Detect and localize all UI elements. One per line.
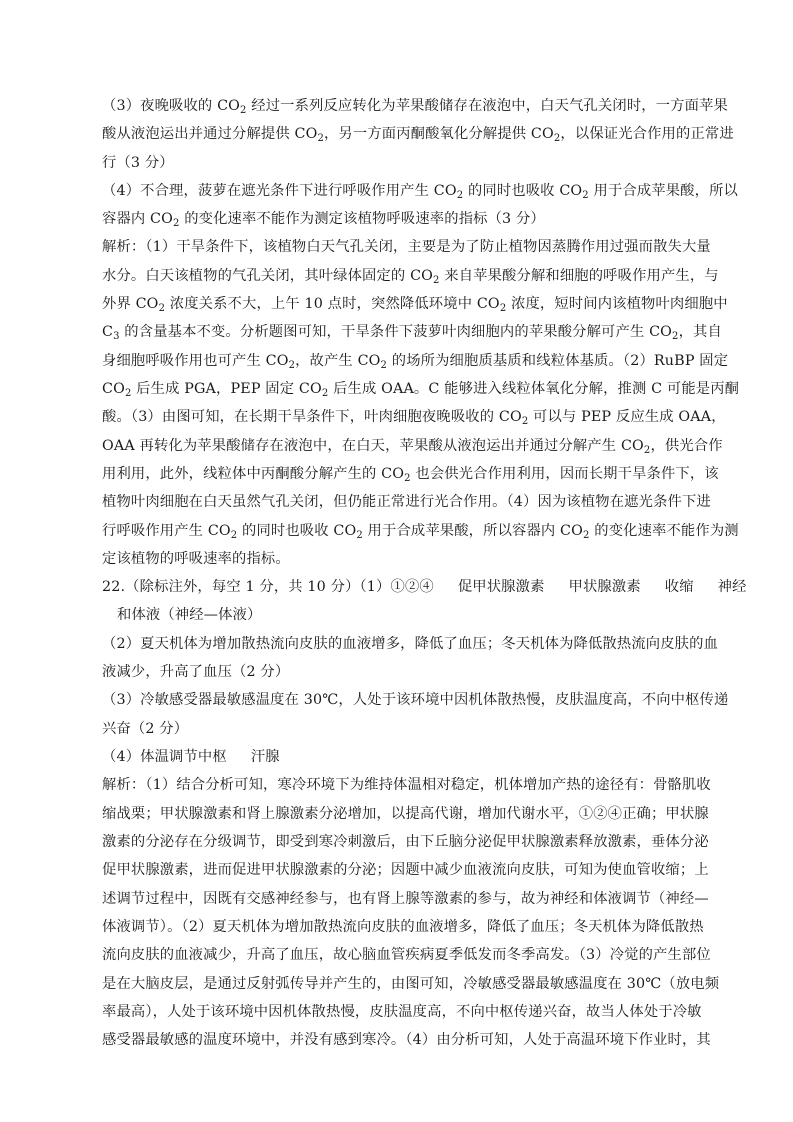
text-line: 是在大脑皮层，是通过反射弧传导并产生的，由图可知，冷敏感受器最敏感温度在 30℃（放电频 — [102, 976, 720, 992]
text-line: 解析：（1）结合分析可知，寒冷环境下为维持体温相对稳定，机体增加产热的途径有：骨骼肌收 — [102, 777, 711, 793]
text-line: 激素的分泌存在分级调节，即受到寒冷刺激后，由下丘脑分泌促甲状腺激素释放激素，垂体分泌 — [102, 834, 709, 850]
text-line: （2）夏天机体为增加散热流向皮肤的血液增多，降低了血压；冬天机体为降低散热流向皮肤的血 — [102, 636, 719, 652]
text-line: 缩战栗；甲状腺激素和肾上腺激素分泌增加，以提高代谢，增加代谢水平，①②④正确；甲状腺 — [102, 806, 709, 822]
text-line: 行（3 分） — [102, 155, 174, 171]
text-line: 感受器最敏感的温度环境中，并没有感到寒冷。（4）由分析可知，人处于高温环境下作业时，其 — [102, 1032, 711, 1048]
text-line: 解析：（1）干旱条件下，该植物白天气孔关闭，主要是为了防止植物因蒸腾作用过强而散失大量 — [102, 239, 711, 255]
text-line: 酸从液泡运出并通过分解提供 $CO_2$，另一方面丙酮酸氧化分解提供 $CO_2$，以保证光合作用的正常进 — [102, 126, 734, 144]
text-line: 体液调节）。（2）夏天机体为增加散热流向皮肤的血液增多，降低了血压；冬天机体为降低散热 — [102, 919, 704, 935]
text-line: 兴奋（2 分） — [102, 721, 189, 737]
text-line: 述调节过程中，因既有交感神经参与，也有肾上腺等激素的参与，故为神经和体液调节（神经— — [102, 891, 709, 907]
text-line: 和体液（神经—体液） — [117, 607, 262, 623]
text-line: 容器内 $CO_2$ 的变化速率不能作为测定该植物呼吸速率的指标（3 分） — [102, 211, 545, 229]
text-line: 行呼吸作用产生 $CO_2$ 的同时也吸收 $CO_2$ 用于合成苹果酸，所以容器内 $CO_2$ 的变化速率不能作为测 — [102, 523, 739, 541]
text-line: 液减少，升高了血压（2 分） — [102, 664, 290, 680]
text-line: 促甲状腺激素，进而促进甲状腺激素的分泌；因题中减少血液流向皮肤，可知为使血管收缩；上 — [102, 862, 709, 878]
text-line: （3）夜晚吸收的 $CO_2$ 经过一系列反应转化为苹果酸储存在液泡中，白天气孔关闭时，一方面苹果 — [102, 98, 728, 116]
text-line: 身细胞呼吸作用也可产生 $CO_2$，故产生 $CO_2$ 的场所为细胞质基质和线粒体基质。（2）RuBP 固定 — [102, 353, 729, 371]
question-22-heading: 22.（除标注外，每空 1 分，共 10 分）（1）①②④ 促甲状腺激素 甲状腺激素 收缩 神经 — [102, 579, 747, 595]
text-line: （3）冷敏感受器最敏感温度在 30℃，人处于该环境中因机体散热慢，皮肤温度高，不向中枢传递 — [102, 692, 729, 708]
text-line: 植物叶肉细胞在白天虽然气孔关闭，但仍能正常进行光合作用。（4）因为该植物在遮光条件下进 — [102, 494, 711, 510]
text-line: 定该植物的呼吸速率的指标。 — [102, 551, 290, 567]
text-line: 率最高），人处于该环境中因机体散热慢，皮肤温度高，不向中枢传递兴奋，故当人体处于冷敏 — [102, 1004, 702, 1020]
text-line: 水分。白天该植物的气孔关闭，其叶绿体固定的 $CO_2$ 来自苹果酸分解和细胞的呼吸作用产生，与 — [102, 268, 719, 286]
text-line: 用利用，此外，线粒体中丙酮酸分解产生的 $CO_2$ 也会供光合作用利用，因而长期干旱条件下，该 — [102, 466, 719, 484]
text-line: $C_3$ 的含量基本不变。分析题图可知，干旱条件下菠萝叶肉细胞内的苹果酸分解可产生 $CO_2$，其自 — [102, 324, 722, 342]
text-line: 流向皮肤的血液减少，升高了血压，故心脑血管疾病夏季低发而冬季高发。（3）冷觉的产生部位 — [102, 947, 711, 963]
text-line: （4）体温调节中枢 汗腺 — [102, 749, 280, 765]
text-line: 外界 $CO_2$ 浓度关系不大，上午 10 点时，突然降低环境中 $CO_2$ 浓度，短时间内该植物叶肉细胞中 — [102, 296, 728, 314]
text-line: （4）不合理，菠萝在遮光条件下进行呼吸作用产生 $CO_2$ 的同时也吸收 $CO_2$ 用于合成苹果酸，所以 — [102, 183, 738, 201]
text-line: OAA 再转化为苹果酸储存在液泡中，在白天，苹果酸从液泡运出并通过分解产生 $CO_2$，供光合作 — [102, 438, 723, 456]
text-line: 酸。（3）由图可知，在长期干旱条件下，叶肉细胞夜晚吸收的 $CO_2$ 可以与 PEP 反应生成 OAA， — [102, 409, 726, 427]
text-line: $CO_2$ 后生成 PGA，PEP 固定 $CO_2$ 后生成 OAA。C 能够进入线粒体氧化分解，推测 C 可能是丙酮 — [102, 381, 740, 399]
